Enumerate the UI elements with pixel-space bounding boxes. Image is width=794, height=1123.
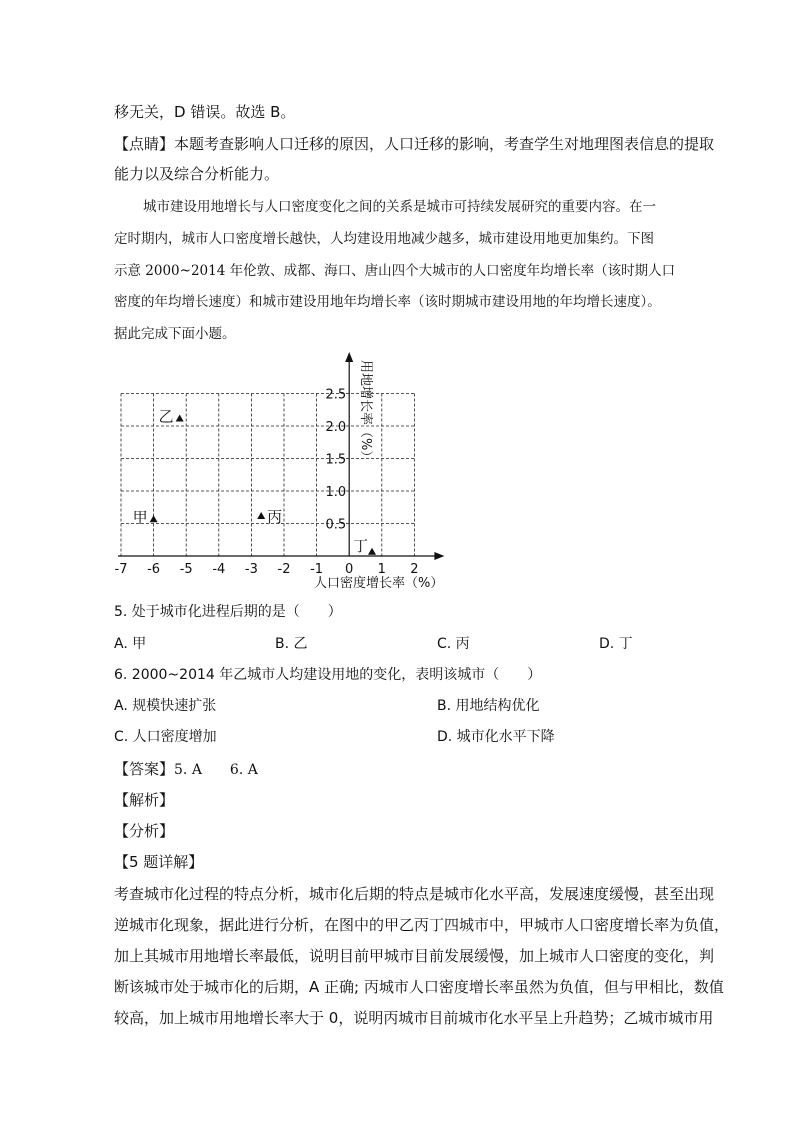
y-tick-label: 1.5 [325,452,347,468]
q5-option-a[interactable]: A. 甲 [114,636,147,652]
x-axis-arrow [434,552,444,560]
scatter-chart [100,350,460,595]
q5-option-b[interactable]: B. 乙 [275,636,308,652]
passage-line: 密度的年均增长速度）和城市建设用地年均增长率（该时期城市建设用地的年均增长速度）。 [114,294,661,310]
data-point-label: 甲 [132,508,148,527]
x-tick-label: -2 [277,562,291,577]
q5-stem: 5. 处于城市化进程后期的是（ ） [114,604,342,620]
x-tick-label: -7 [114,562,128,577]
data-point-marker [257,512,265,519]
answer-line [114,759,258,780]
data-point-marker [176,415,184,422]
detail-line: 断该城市处于城市化的后期，A 正确; 丙城市人口密度增长率虽然为负值，但与甲相比，数值 [114,978,724,996]
y-tick-label: 0.5 [325,517,347,533]
q6-option-c[interactable]: C. 人口密度增加 [114,729,217,745]
data-point-label: 丁 [353,536,369,555]
q6-option-b[interactable]: B. 用地结构优化 [437,698,540,714]
y-tick-label: 2.5 [325,387,347,403]
y-tick-label: 2.0 [325,420,347,435]
detail-label: 【5 题详解】 [114,853,204,871]
text-line: 能力以及综合分析能力。 [114,165,280,183]
x-tick-label: -1 [310,562,324,577]
analysis-label: 【解析】 [114,791,175,809]
fenxi-label: 【分析】 [114,822,175,840]
x-tick-label: -6 [147,562,161,577]
answer-label: 【答案】 [114,760,175,778]
detail-line: 加上其城市用地增长率最低，说明目前甲城市目前发展缓慢，加上城市人口密度的变化，判 [114,947,715,965]
passage-line: 示意 2000~2014 年伦敦、成都、海口、唐山四个大城市的人口密度年均增长率（该时期人口 [114,263,676,279]
detail-line: 考查城市化过程的特点分析，城市化后期的特点是城市化水平高，发展速度缓慢，甚至出现 [114,885,715,903]
q6-option-a[interactable]: A. 规模快速扩张 [114,698,217,714]
x-tick-label: 0 [345,562,354,577]
answer-text: 5. A 6. A [174,762,258,778]
x-tick-label: -4 [212,562,226,577]
detail-line: 较高，加上城市用地增长率大于 0，说明丙城市目前城市化水平呈上升趋势；乙城市城市用 [114,1009,714,1027]
passage-line: 城市建设用地增长与人口密度变化之间的关系是城市可持续发展研究的重要内容。在一 [143,199,656,215]
y-tick-label: 1.0 [325,485,347,500]
chart-axes [118,352,444,560]
passage-line: 定时期内，城市人口密度增长越快，人均建设用地减少越多，城市建设用地更加集约。下图 [114,231,654,247]
x-tick-label: -5 [179,562,193,577]
x-tick-label: 1 [377,562,386,577]
y-axis-label: 用地增长率（%） [358,360,373,464]
data-point-marker [150,515,158,522]
dianjing-line: 【点睛】本题考查影响人口迁移的原因，人口迁移的影响，考查学生对地理图表信息的提取 [114,135,715,153]
x-tick-label: 2 [410,562,419,577]
x-tick-label: -3 [244,562,258,577]
x-axis-label: 人口密度增长率（%） [314,576,444,591]
passage-line: 据此完成下面小题。 [114,326,236,342]
data-point-marker [368,548,376,555]
detail-line: 逆城市化现象，据此进行分析，在图中的甲乙丙丁四城市中，甲城市人口密度增长率为负值， [114,916,730,934]
q6-option-d[interactable]: D. 城市化水平下降 [437,729,555,745]
q5-option-c[interactable]: C. 丙 [437,636,470,652]
q5-option-d[interactable]: D. 丁 [599,636,633,652]
data-point-label: 丙 [267,508,283,526]
q6-stem: 6. 2000~2014 年乙城市人均建设用地的变化，表明该城市（ ） [114,667,542,683]
data-point-label: 乙 [158,407,174,426]
text-line: 移无关，D 错误。故选 B。 [114,103,296,121]
y-axis-arrow [345,352,353,362]
